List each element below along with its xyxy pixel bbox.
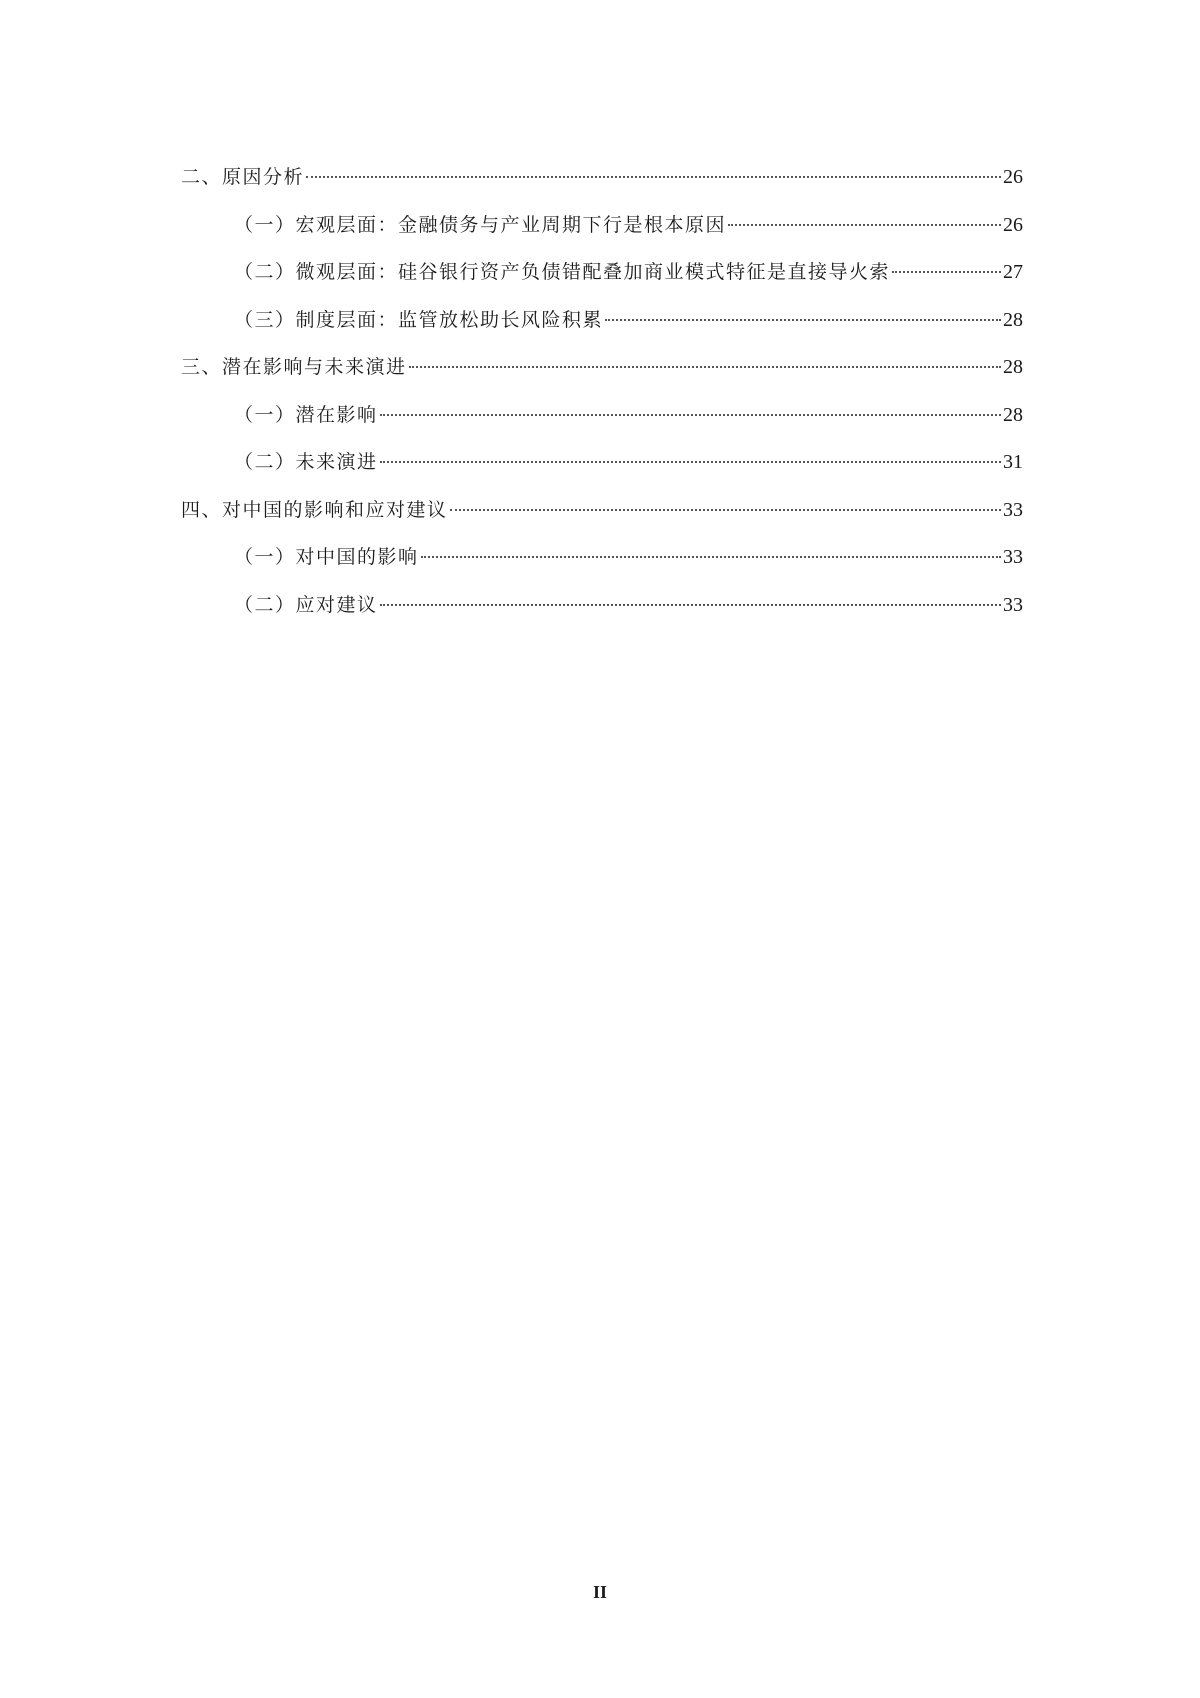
toc-entry[interactable] [181, 487, 1023, 535]
toc-entry-page: 27 [1003, 261, 1023, 283]
toc-entry[interactable] [181, 154, 1023, 202]
toc-entry-page: 28 [1003, 403, 1023, 426]
toc-dot-leader [306, 176, 1001, 178]
toc-entry[interactable] [181, 344, 1023, 392]
toc-dot-leader [421, 556, 1001, 558]
toc-entry-page: 28 [1003, 308, 1023, 331]
toc-dot-leader [380, 604, 1001, 606]
toc-dot-leader [380, 461, 1001, 463]
toc-entry-title: 三、潜在影响与未来演进 [181, 356, 407, 378]
toc-entry-title: （一）对中国的影响 [234, 546, 419, 568]
toc-entry-page: 26 [1003, 166, 1023, 188]
toc-entry[interactable] [181, 534, 1023, 582]
toc-entry[interactable] [181, 202, 1023, 250]
toc-entry-title: （二）未来演进 [234, 451, 378, 473]
toc-entry-page: 33 [1003, 593, 1023, 616]
toc-entry-page: 28 [1003, 356, 1023, 378]
toc-entry[interactable] [181, 439, 1023, 487]
table-of-contents [181, 154, 1023, 629]
toc-entry-page: 33 [1003, 546, 1023, 568]
toc-entry[interactable] [181, 297, 1023, 345]
toc-dot-leader [892, 271, 1001, 273]
toc-dot-leader [380, 414, 1001, 416]
toc-entry-title: （三）制度层面：监管放松助长风险积累 [234, 308, 604, 331]
toc-entry-title: （一）宏观层面：金融债务与产业周期下行是根本原因 [234, 213, 727, 236]
toc-entry-page: 31 [1003, 451, 1023, 473]
toc-dot-leader [605, 319, 1001, 321]
page-number: II [592, 1582, 607, 1602]
toc-entry-page: 26 [1003, 213, 1023, 236]
toc-entry[interactable] [181, 582, 1023, 630]
toc-entry-title: （二）微观层面：硅谷银行资产负债错配叠加商业模式特征是直接导火索 [234, 261, 891, 283]
toc-entry[interactable] [181, 249, 1023, 297]
toc-dot-leader [450, 509, 1001, 511]
toc-entry-page: 33 [1003, 498, 1023, 521]
toc-dot-leader [409, 366, 1001, 368]
toc-entry[interactable] [181, 392, 1023, 440]
toc-entry-title: 四、对中国的影响和应对建议 [181, 498, 448, 521]
toc-entry-title: （二）应对建议 [234, 593, 378, 616]
toc-dot-leader [728, 224, 1001, 226]
toc-entry-title: 二、原因分析 [181, 166, 305, 188]
toc-entry-title: （一）潜在影响 [234, 403, 378, 426]
